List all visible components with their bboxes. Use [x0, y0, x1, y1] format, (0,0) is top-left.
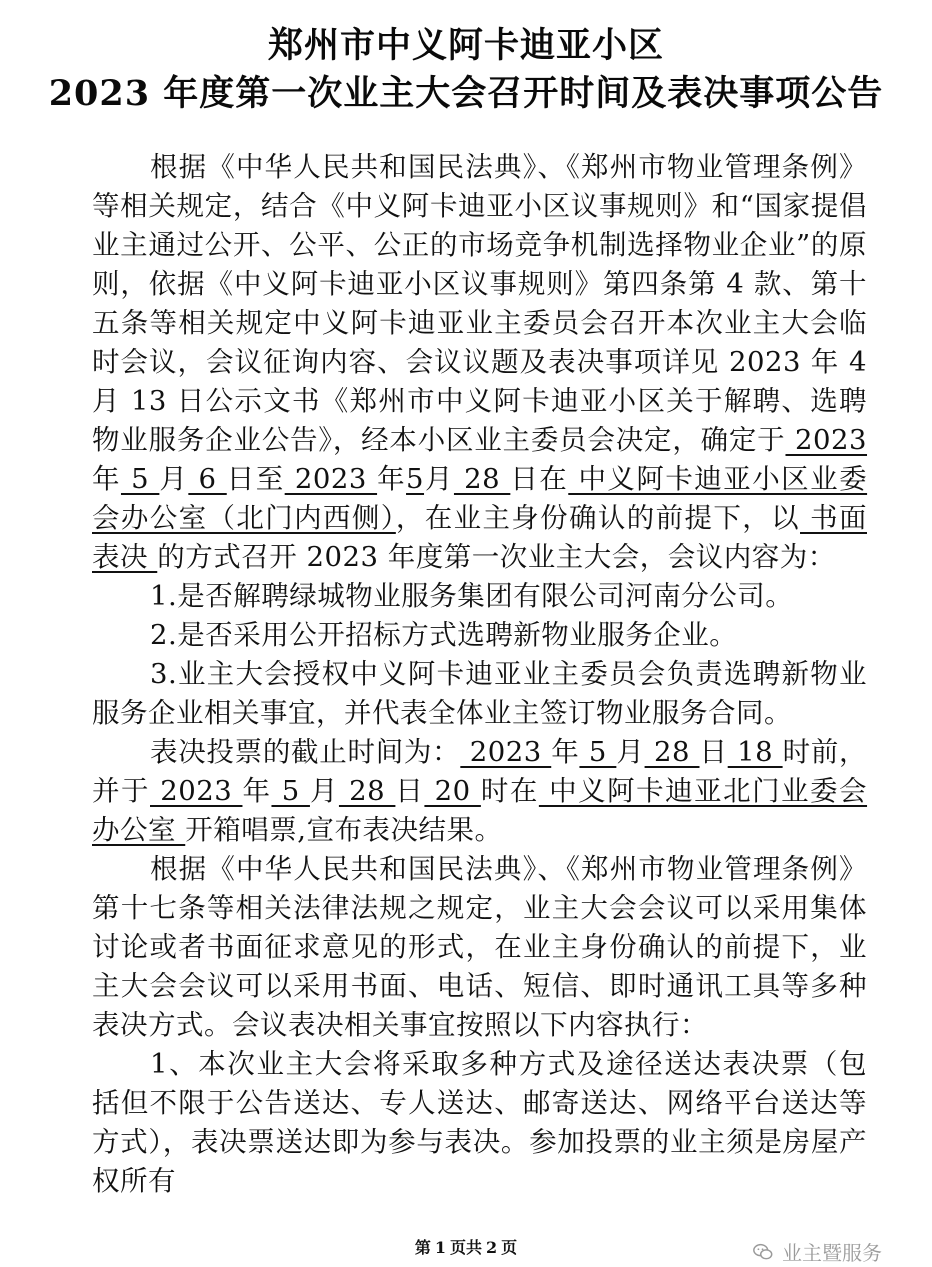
deadline-day-field: 28: [644, 736, 700, 768]
deadline-year-field: 2023: [460, 736, 552, 768]
watermark: [752, 1236, 932, 1267]
label-month-4: 月: [309, 775, 339, 807]
paragraph-intro: [92, 148, 867, 577]
footer-label-b: 页共: [449, 1238, 482, 1257]
label-year: 年: [92, 463, 121, 495]
meeting-location-field: 中义阿卡迪亚小区业委会办公室（北门内西侧）: [92, 463, 868, 534]
label-year-2: 年: [377, 463, 407, 495]
end-year-field: 2023: [284, 463, 378, 495]
start-month-field: 5: [120, 463, 160, 495]
paragraph-rule-1: 1、本次业主大会将采取多种方式及途径送达表决票（包括但不限于公告送达、专人送达、邮寄送达、网络平台送达等方式），表决票送达即为参与表决。参加投票的业主须是房屋产权所有: [92, 1048, 867, 1197]
agenda-item-1: 1.是否解聘绿城物业服务集团有限公司河南分公司。: [150, 580, 794, 612]
agenda-item-2: 2.是否采用公开招标方式选聘新物业服务企业。: [150, 619, 738, 651]
agenda-item-3: 3.业主大会授权中义阿卡迪亚业主委员会负责选聘新物业服务企业相关事宜，并代表全体业主签订物业服务合同。: [92, 658, 867, 729]
page-number: 1: [434, 1238, 446, 1257]
label-day-2: 日: [395, 775, 425, 807]
label-month-3: 月: [616, 736, 645, 768]
deadline-text-2: 开箱唱票,宣布表决结果。: [185, 814, 503, 846]
count-location-field: 中义阿卡迪亚北门业委会办公室: [92, 775, 868, 846]
label-month: 月: [159, 463, 189, 495]
end-month-field: 5: [406, 463, 425, 495]
count-year-field: 2023: [150, 775, 243, 807]
label-hour-2: 时在: [480, 775, 539, 807]
page-total: 2: [486, 1238, 498, 1257]
label-at: 日在: [510, 463, 569, 495]
footer-label-a: 第: [414, 1238, 431, 1257]
paragraph-deadline: [92, 733, 867, 850]
watermark-text: 业主暨服务: [782, 1241, 882, 1265]
footer-label-c: 页: [501, 1238, 518, 1257]
count-month-field: 5: [271, 775, 310, 807]
title-line-2: 2023 年度第一次业主大会召开时间及表决事项公告: [48, 73, 884, 114]
label-to: 日至: [226, 463, 285, 495]
paragraph-legal-basis: 根据《中华人民共和国民法典》、《郑州市物业管理条例》第十七条等相关法律法规之规定，业主大会会议可以采用集体讨论或者书面征求意见的形式，在业主身份确认的前提下，业主大会会议可以采用书面、电话、短信、即时通讯工具等多种表决方式。会议表决相关事宜按照以下内容执行：: [92, 853, 867, 1041]
label-month-2: 月: [424, 463, 454, 495]
title-line-1: 郑州市中义阿卡迪亚小区: [267, 25, 664, 66]
voting-method-field: 书面表决: [92, 502, 867, 573]
document-body: [92, 148, 867, 1201]
deadline-month-field: 5: [579, 736, 617, 768]
start-year-field: 2023: [785, 424, 868, 456]
label-year-3: 年: [551, 736, 580, 768]
label-year-4: 年: [242, 775, 272, 807]
end-day-field: 28: [453, 463, 511, 495]
deadline-hour-field: 18: [727, 736, 783, 768]
count-hour-field: 20: [424, 775, 481, 807]
intro-text-3: 的方式召开 2023 年度第一次业主大会，会议内容为：: [157, 541, 836, 573]
start-day-field: 6: [188, 463, 227, 495]
deadline-text: 表决投票的截止时间为：: [150, 736, 461, 768]
intro-text-2: ，在业主身份确认的前提下，以: [395, 502, 801, 534]
label-hour: 时前，并于: [92, 736, 868, 807]
intro-text: 根据《中华人民共和国民法典》、《郑州市物业管理条例》等相关规定，结合《中义阿卡迪亚小区议事规则》和“国家提倡业主通过公开、公平、公正的市场竞争机制选择物业企业”的原则，依据《中义阿卡迪亚小区议事规则》第四条第 4 款、第十五条等相关规定中义阿卡迪亚业主委员会召开本次业主大会临时会议，会议征询内容、会议议题及表决事项详见 2023 年 4 月 13 日公示文书《郑州市中义阿卡迪亚小区关于解聘、选聘物业服务企业公告》，经本小区业主委员会决定，确定于: [92, 151, 867, 456]
wechat-icon: [752, 1241, 774, 1263]
label-day: 日: [699, 736, 728, 768]
document-title: [0, 22, 932, 118]
count-day-field: 28: [338, 775, 396, 807]
